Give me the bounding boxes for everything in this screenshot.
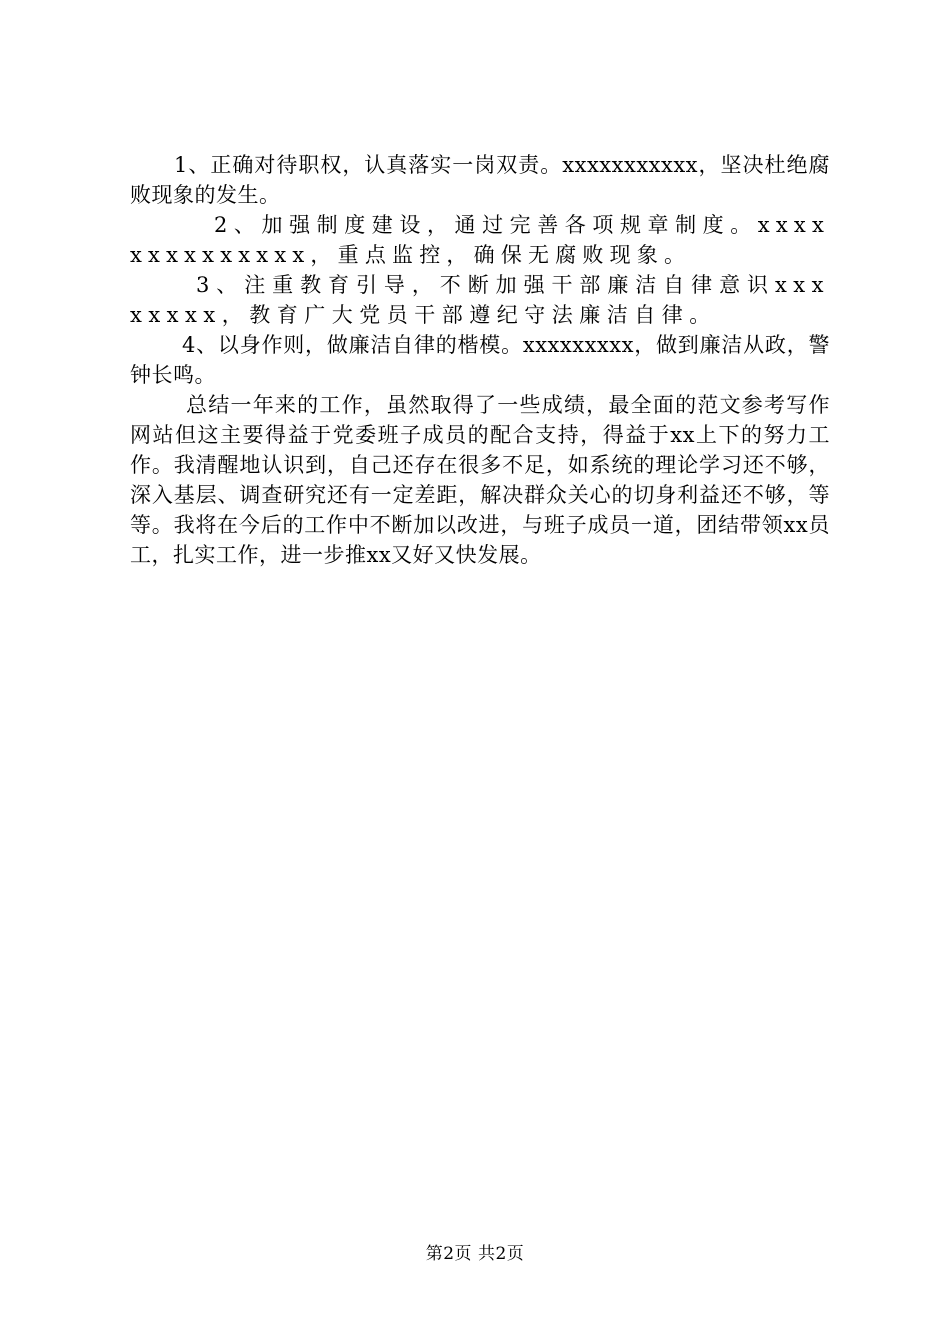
document-body — [130, 150, 830, 570]
list-item-3: 3、注重教育引导，不断加强干部廉洁自律意识xxxxxxxx，教育广大党员干部遵纪守法廉洁自律。 — [130, 273, 830, 327]
list-item-2: 2、加强制度建设，通过完善各项规章制度。xxxxxxxxxxxxxx，重点监控，确保无腐败现象。 — [130, 213, 830, 267]
list-item-1: 1、正确对待职权，认真落实一岗双责。xxxxxxxxxxx，坚决杜绝腐败现象的发生。 — [130, 153, 830, 207]
list-item-4: 4、以身作则，做廉洁自律的楷模。xxxxxxxxx，做到廉洁从政，警钟长鸣。 — [130, 333, 830, 387]
summary-paragraph: 总结一年来的工作，虽然取得了一些成绩，最全面的范文参考写作网站但这主要得益于党委班子成员的配合支持，得益于xx上下的努力工作。我清醒地认识到，自己还存在很多不足，如系统的理论学习还不够，深入基层、调查研究还有一定差距，解决群众关心的切身利益还不够，等等。我将在今后的工作中不断加以改进，与班子成员一道，团结带领xx员工，扎实工作，进一步推xx又好又快发展。 — [130, 393, 830, 567]
page-number-footer: 第2页 共2页 — [425, 1244, 525, 1264]
